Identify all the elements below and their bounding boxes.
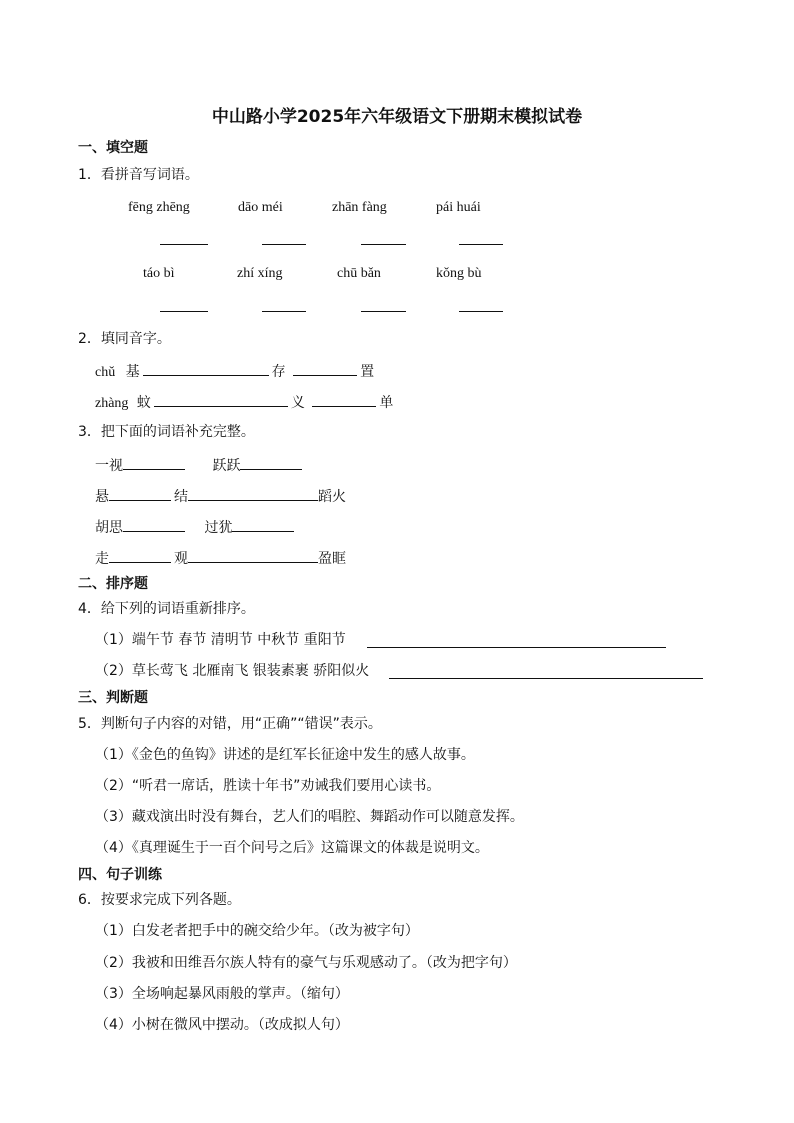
- pinyin-label: zhí xíng: [237, 266, 283, 281]
- idiom-part: 跃跃: [212, 458, 241, 474]
- question-2-prompt: 2．填同音字。: [78, 331, 171, 347]
- idiom-part: 走: [95, 551, 109, 567]
- answer-blank[interactable]: [459, 311, 503, 312]
- idiom-part: 悬: [95, 489, 109, 505]
- question-5-prompt: 5．判断句子内容的对错，用“正确”“错误”表示。: [78, 716, 382, 732]
- section-heading-judgement: 三、判断题: [78, 690, 148, 706]
- idiom-part: 过犹: [204, 520, 233, 536]
- answer-blank[interactable]: [143, 361, 269, 376]
- pinyin-label: dāo méi: [238, 200, 283, 215]
- idiom-part: 结: [174, 489, 188, 505]
- homophone-char: 单: [379, 395, 394, 411]
- sentence-task-item: （2）我被和田维吾尔族人特有的豪气与乐观感动了。（改为把字句）: [95, 955, 517, 971]
- answer-blank[interactable]: [367, 647, 666, 648]
- answer-blank[interactable]: [361, 311, 406, 312]
- answer-blank[interactable]: [109, 486, 171, 501]
- section-heading-ordering: 二、排序题: [78, 576, 148, 592]
- ordering-item-1: （1）端午节 春节 清明节 中秋节 重阳节: [95, 632, 346, 648]
- homophone-char: 存: [271, 364, 286, 380]
- answer-blank[interactable]: [361, 244, 406, 245]
- question-3-prompt: 3．把下面的词语补充完整。: [78, 424, 255, 440]
- answer-blank[interactable]: [240, 455, 302, 470]
- question-4-prompt: 4．给下列的词语重新排序。: [78, 601, 255, 617]
- homophone-char: 蚊: [136, 395, 151, 411]
- answer-blank[interactable]: [160, 244, 208, 245]
- judgement-item: （3）藏戏演出时没有舞台，艺人们的唱腔、舞蹈动作可以随意发挥。: [95, 809, 524, 825]
- idiom-line-4: [95, 548, 346, 568]
- homophone-char: 基: [125, 364, 140, 380]
- pinyin-label: zhān fàng: [332, 200, 387, 215]
- answer-blank[interactable]: [188, 486, 318, 501]
- answer-blank[interactable]: [232, 517, 294, 532]
- ordering-item-2: （2）草长莺飞 北雁南飞 银装素裹 骄阳似火: [95, 663, 370, 679]
- answer-blank[interactable]: [262, 244, 306, 245]
- answer-blank[interactable]: [293, 361, 357, 376]
- pinyin-label: zhàng: [95, 396, 129, 411]
- answer-blank[interactable]: [123, 455, 185, 470]
- pinyin-label: fēng zhēng: [128, 200, 190, 215]
- idiom-line-2: [95, 486, 346, 506]
- answer-blank[interactable]: [312, 392, 376, 407]
- answer-blank[interactable]: [262, 311, 306, 312]
- question-1-prompt: 1．看拼音写词语。: [78, 167, 199, 183]
- answer-blank[interactable]: [188, 548, 318, 563]
- answer-blank[interactable]: [154, 392, 288, 407]
- idiom-part: 一视: [95, 458, 123, 474]
- judgement-item: （1）《金色的鱼钩》讲述的是红军长征途中发生的感人故事。: [95, 747, 475, 763]
- idiom-line-3: [95, 517, 297, 537]
- answer-blank[interactable]: [389, 678, 703, 679]
- homophone-line-1: [95, 361, 374, 382]
- idiom-part: 胡思: [95, 520, 123, 536]
- pinyin-label: pái huái: [436, 200, 481, 215]
- idiom-part: 盈眶: [318, 551, 346, 567]
- answer-blank[interactable]: [123, 517, 185, 532]
- idiom-line-1: [95, 455, 305, 475]
- answer-blank[interactable]: [109, 548, 171, 563]
- page-title: 中山路小学2025年六年级语文下册期末模拟试卷: [211, 107, 583, 127]
- pinyin-label: kǒng bù: [436, 266, 482, 281]
- homophone-char: 义: [290, 395, 305, 411]
- section-heading-fill-blank: 一、填空题: [78, 140, 148, 156]
- answer-blank[interactable]: [459, 244, 503, 245]
- judgement-item: （2）“听君一席话，胜读十年书”劝诫我们要用心读书。: [95, 778, 441, 794]
- homophone-char: 置: [360, 364, 375, 380]
- pinyin-label: chū bǎn: [337, 266, 381, 281]
- sentence-task-item: （4）小树在微风中摆动。（改成拟人句）: [95, 1017, 349, 1033]
- pinyin-label: chǔ: [95, 365, 116, 380]
- question-6-prompt: 6．按要求完成下列各题。: [78, 892, 241, 908]
- homophone-line-2: [95, 392, 393, 413]
- idiom-part: 观: [174, 551, 188, 567]
- judgement-item: （4）《真理诞生于一百个问号之后》这篇课文的体裁是说明文。: [95, 840, 489, 856]
- section-heading-sentence-training: 四、句子训练: [78, 867, 162, 883]
- sentence-task-item: （1）白发老者把手中的碗交给少年。（改为被字句）: [95, 923, 419, 939]
- sentence-task-item: （3）全场响起暴风雨般的掌声。（缩句）: [95, 986, 349, 1002]
- idiom-part: 蹈火: [318, 489, 346, 505]
- answer-blank[interactable]: [160, 311, 208, 312]
- pinyin-label: táo bì: [143, 266, 175, 281]
